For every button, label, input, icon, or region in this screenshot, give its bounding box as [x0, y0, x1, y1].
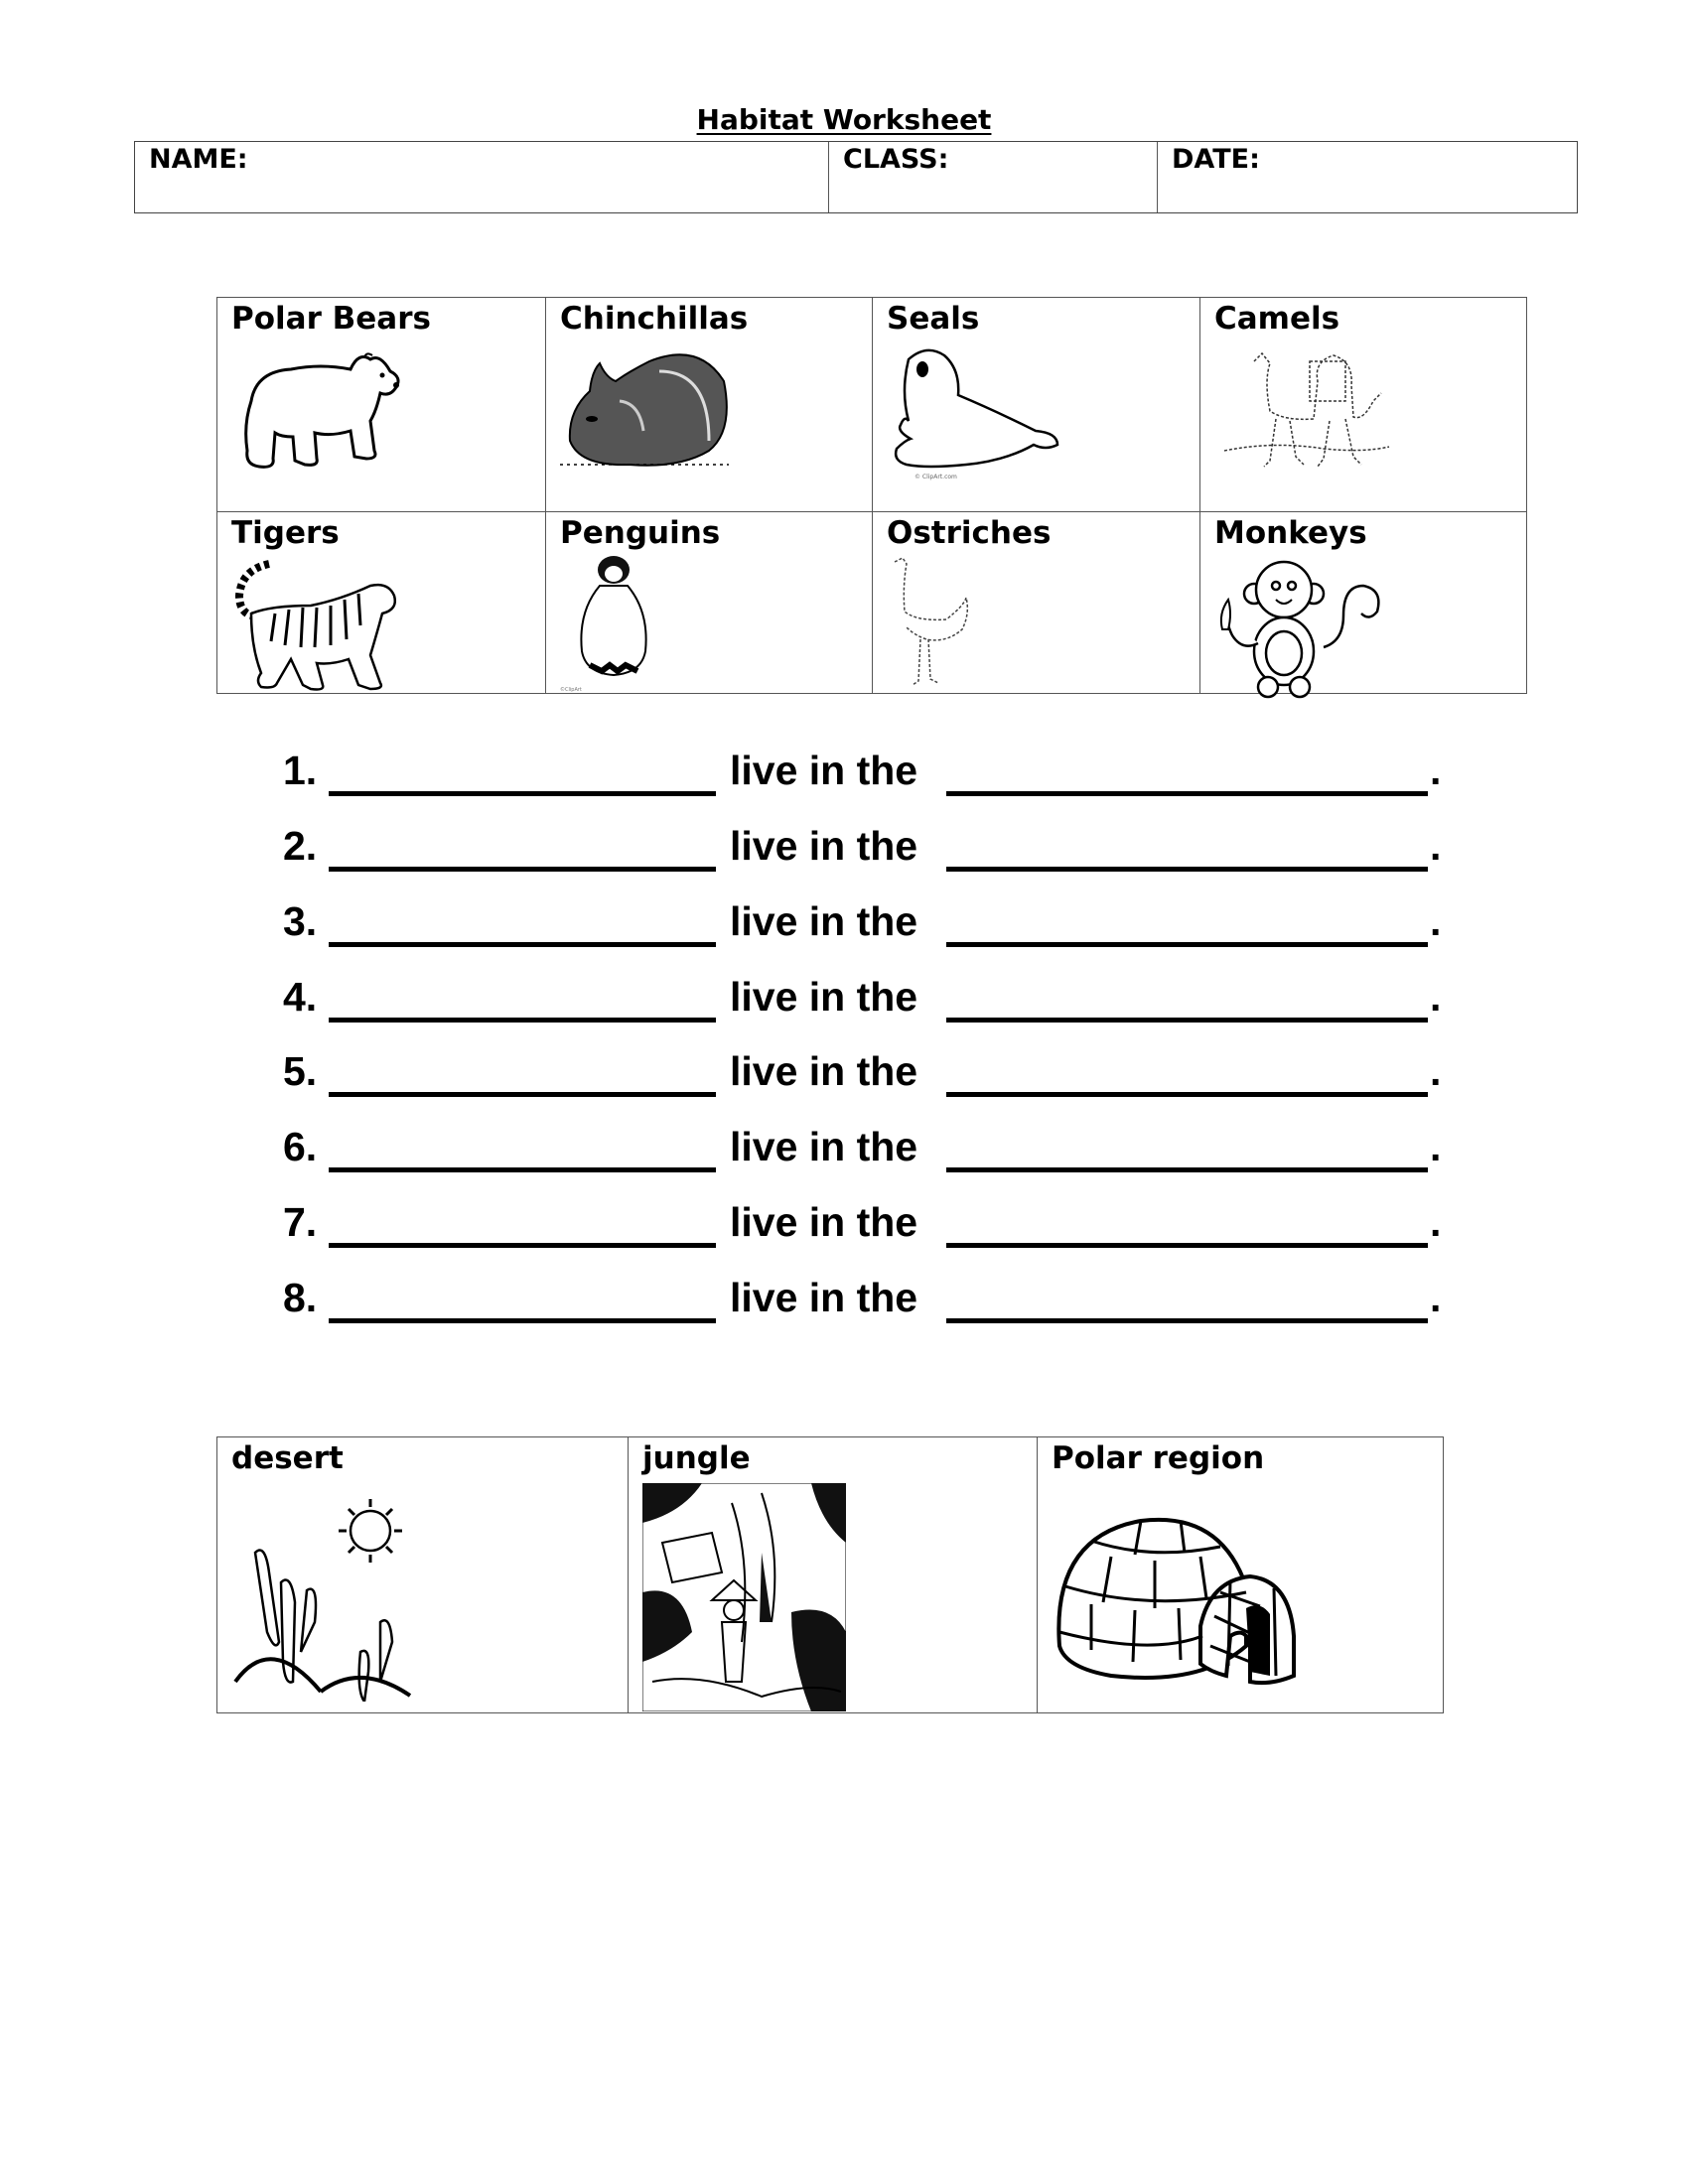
animal-cell-monkeys [1200, 512, 1526, 693]
habitat-cell-desert [217, 1437, 628, 1712]
habitat-blank[interactable] [946, 942, 1428, 947]
sentence-text: live in the [730, 898, 918, 944]
chinchilla-icon [560, 341, 734, 476]
animal-label: Polar Bears [231, 301, 431, 337]
igloo-icon [1052, 1497, 1339, 1696]
animal-grid [216, 297, 1527, 694]
page-title [0, 103, 1688, 136]
sentence-row [283, 822, 1455, 872]
sentence-period: . [1430, 1124, 1442, 1169]
sentence-number: 4. [283, 974, 318, 1020]
name-field[interactable] [135, 142, 828, 212]
sentence-text: live in the [730, 974, 918, 1020]
animal-cell-penguins [546, 512, 873, 693]
animal-label: Chinchillas [560, 301, 749, 337]
svg-text:© ClipArt.com: © ClipArt.com [914, 474, 957, 480]
sentence-number: 7. [283, 1199, 318, 1245]
sentence-row [283, 973, 1455, 1023]
sentence-text: live in the [730, 748, 918, 793]
animal-blank[interactable] [329, 1018, 716, 1023]
habitat-cell-polar-region [1037, 1437, 1443, 1712]
habitat-blank[interactable] [946, 1092, 1428, 1097]
sentence-row [283, 1047, 1455, 1097]
sentence-period: . [1430, 974, 1442, 1020]
penguin-icon [560, 556, 719, 695]
sentence-row [283, 897, 1455, 947]
jungle-explorer-icon [642, 1483, 846, 1711]
animal-blank[interactable] [329, 942, 716, 947]
habitat-blank[interactable] [946, 1243, 1428, 1248]
sentence-number: 1. [283, 748, 318, 793]
sentence-number: 2. [283, 823, 318, 869]
animal-cell-camels [1200, 298, 1526, 512]
animal-blank[interactable] [329, 1167, 716, 1172]
sentence-period: . [1430, 748, 1442, 793]
animal-cell-polar-bears [217, 298, 546, 512]
animal-cell-chinchillas [546, 298, 873, 512]
sentence-period: . [1430, 1048, 1442, 1094]
desert-cactus-sun-icon [231, 1483, 430, 1702]
animal-blank[interactable] [329, 1318, 716, 1323]
sentence-row [283, 1198, 1455, 1248]
sentence-text: live in the [730, 1275, 918, 1320]
animal-label: Tigers [231, 515, 340, 551]
seal-icon [887, 341, 1070, 480]
sentence-text: live in the [730, 1199, 918, 1245]
monkey-icon [1214, 556, 1393, 700]
animal-blank[interactable] [329, 867, 716, 872]
tiger-icon [231, 556, 405, 695]
habitat-blank[interactable] [946, 867, 1428, 872]
sentence-row [283, 1123, 1455, 1172]
animal-blank[interactable] [329, 791, 716, 796]
habitat-blank[interactable] [946, 791, 1428, 796]
habitat-blank[interactable] [946, 1018, 1428, 1023]
habitat-label: desert [231, 1440, 344, 1476]
date-field[interactable] [1157, 142, 1577, 212]
habitat-blank[interactable] [946, 1318, 1428, 1323]
svg-text:©ClipArt: ©ClipArt [560, 687, 582, 693]
habitat-blank[interactable] [946, 1167, 1428, 1172]
date-label: DATE: [1172, 144, 1260, 175]
animal-cell-tigers [217, 512, 546, 693]
sentence-number: 5. [283, 1048, 318, 1094]
sentence-row [283, 747, 1455, 796]
title-text: Habitat Worksheet [696, 103, 992, 136]
habitat-table [216, 1436, 1444, 1713]
sentence-text: live in the [730, 1048, 918, 1094]
animal-cell-ostriches [873, 512, 1200, 693]
habitat-label: Polar region [1052, 1440, 1265, 1476]
animal-label: Seals [887, 301, 980, 337]
sentence-text: live in the [730, 1124, 918, 1169]
sentence-period: . [1430, 1275, 1442, 1320]
animal-blank[interactable] [329, 1092, 716, 1097]
ostrich-icon [887, 556, 1006, 690]
animal-label: Penguins [560, 515, 721, 551]
animal-cell-seals [873, 298, 1200, 512]
sentence-period: . [1430, 1199, 1442, 1245]
animal-label: Monkeys [1214, 515, 1367, 551]
name-label: NAME: [149, 144, 248, 175]
student-info-table [134, 141, 1578, 213]
polar-bear-icon [231, 341, 410, 476]
sentence-row [283, 1274, 1455, 1323]
animal-label: Ostriches [887, 515, 1052, 551]
sentence-period: . [1430, 823, 1442, 869]
class-label: CLASS: [843, 144, 949, 175]
sentence-number: 6. [283, 1124, 318, 1169]
sentence-number: 8. [283, 1275, 318, 1320]
class-field[interactable] [828, 142, 1157, 212]
sentence-period: . [1430, 898, 1442, 944]
sentence-text: live in the [730, 823, 918, 869]
animal-blank[interactable] [329, 1243, 716, 1248]
animal-label: Camels [1214, 301, 1340, 337]
habitat-cell-jungle [628, 1437, 1037, 1712]
sentence-number: 3. [283, 898, 318, 944]
habitat-label: jungle [642, 1440, 751, 1476]
camel-icon [1214, 341, 1393, 480]
